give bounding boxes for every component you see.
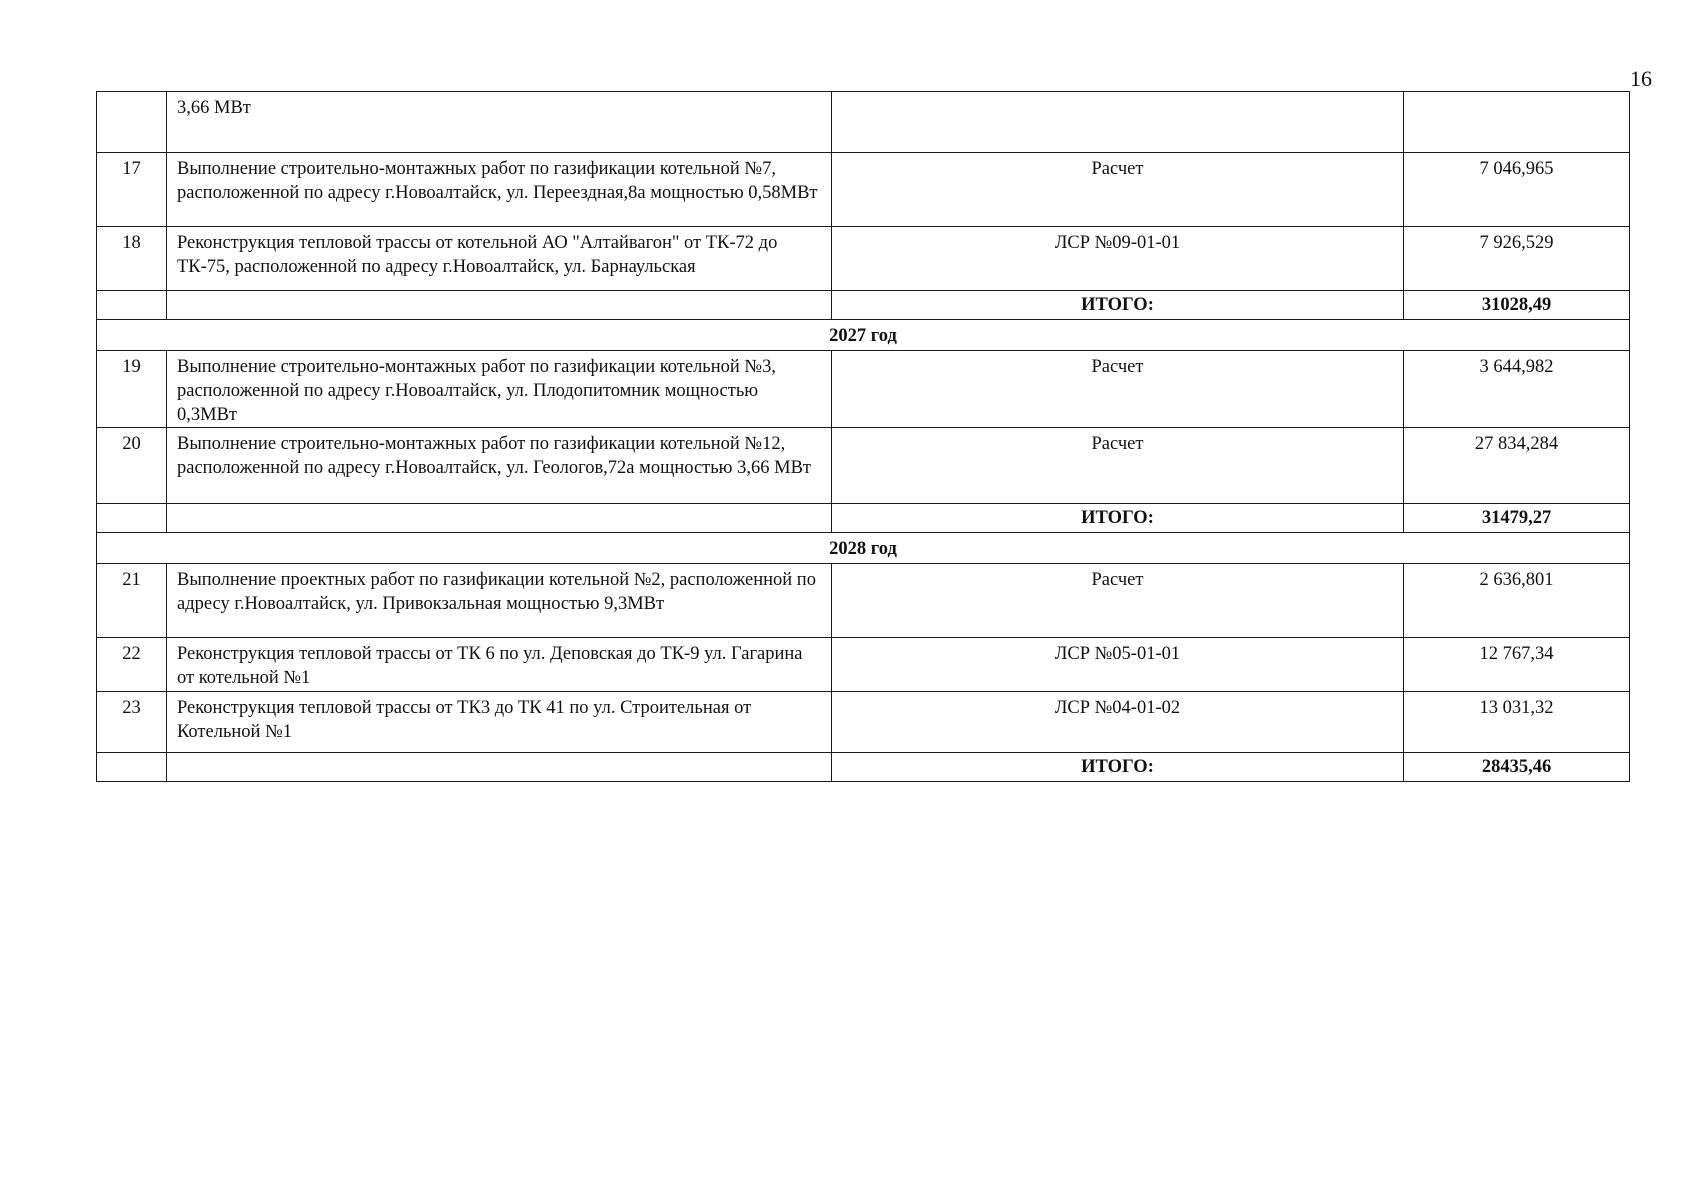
description-cell: Реконструкция тепловой трассы от ТК 6 по ул. Деповская до ТК-9 ул. Гагарина от котельной №1 bbox=[167, 638, 832, 692]
empty-cell bbox=[97, 291, 167, 320]
cost-cell: 7 046,965 bbox=[1404, 153, 1630, 227]
total-label: ИТОГО: bbox=[832, 753, 1404, 782]
cost-cell: 7 926,529 bbox=[1404, 227, 1630, 291]
description-cell: Выполнение строительно-монтажных работ по газификации котельной №3, расположенной по адресу г.Новоалтайск, ул. Плодопитомник мощностью 0,3МВт bbox=[167, 351, 832, 428]
row-number-cell: 22 bbox=[97, 638, 167, 692]
total-label: ИТОГО: bbox=[832, 504, 1404, 533]
year-header: 2027 год bbox=[97, 320, 1630, 351]
table-row bbox=[97, 227, 1630, 291]
row-number-cell: 17 bbox=[97, 153, 167, 227]
description-cell: Реконструкция тепловой трассы от котельной АО "Алтайвагон" от ТК-72 до ТК-75, расположенной по адресу г.Новоалтайск, ул. Барнаульская bbox=[167, 227, 832, 291]
table-row bbox=[97, 638, 1630, 692]
total-value: 28435,46 bbox=[1404, 753, 1630, 782]
description-cell: 3,66 МВт bbox=[167, 92, 832, 153]
row-number-cell: 23 bbox=[97, 692, 167, 753]
empty-cell bbox=[167, 753, 832, 782]
year-header-row bbox=[97, 320, 1630, 351]
page-number: 16 bbox=[1630, 66, 1652, 91]
table-row bbox=[97, 351, 1630, 428]
table-row bbox=[97, 92, 1630, 153]
row-number-cell: 19 bbox=[97, 351, 167, 428]
description-cell: Выполнение строительно-монтажных работ по газификации котельной №7, расположенной по адресу г.Новоалтайск, ул. Переездная,8а мощностью 0,58МВт bbox=[167, 153, 832, 227]
basis-cell: Расчет bbox=[832, 351, 1404, 428]
empty-cell bbox=[97, 504, 167, 533]
table-row bbox=[97, 564, 1630, 638]
basis-cell: Расчет bbox=[832, 153, 1404, 227]
basis-cell bbox=[832, 92, 1404, 153]
basis-cell: Расчет bbox=[832, 564, 1404, 638]
basis-cell: ЛСР №04-01-02 bbox=[832, 692, 1404, 753]
row-number-cell: 20 bbox=[97, 428, 167, 504]
cost-cell bbox=[1404, 92, 1630, 153]
description-cell: Выполнение строительно-монтажных работ по газификации котельной №12, расположенной по адресу г.Новоалтайск, ул. Геологов,72а мощностью 3,66 МВт bbox=[167, 428, 832, 504]
cost-cell: 2 636,801 bbox=[1404, 564, 1630, 638]
basis-cell: ЛСР №05-01-01 bbox=[832, 638, 1404, 692]
total-row bbox=[97, 291, 1630, 320]
year-header-row bbox=[97, 533, 1630, 564]
total-value: 31028,49 bbox=[1404, 291, 1630, 320]
table-row bbox=[97, 692, 1630, 753]
description-cell: Реконструкция тепловой трассы от ТК3 до ТК 41 по ул. Строительная от Котельной №1 bbox=[167, 692, 832, 753]
table-row bbox=[97, 153, 1630, 227]
cost-cell: 27 834,284 bbox=[1404, 428, 1630, 504]
empty-cell bbox=[167, 291, 832, 320]
description-cell: Выполнение проектных работ по газификации котельной №2, расположенной по адресу г.Новоалтайск, ул. Привокзальная мощностью 9,3МВт bbox=[167, 564, 832, 638]
total-row bbox=[97, 504, 1630, 533]
cost-cell: 3 644,982 bbox=[1404, 351, 1630, 428]
row-number-cell: 21 bbox=[97, 564, 167, 638]
table-row bbox=[97, 428, 1630, 504]
works-table bbox=[96, 91, 1630, 782]
row-number-cell: 18 bbox=[97, 227, 167, 291]
total-label: ИТОГО: bbox=[832, 291, 1404, 320]
basis-cell: ЛСР №09-01-01 bbox=[832, 227, 1404, 291]
cost-cell: 12 767,34 bbox=[1404, 638, 1630, 692]
row-number-cell bbox=[97, 92, 167, 153]
empty-cell bbox=[167, 504, 832, 533]
basis-cell: Расчет bbox=[832, 428, 1404, 504]
cost-cell: 13 031,32 bbox=[1404, 692, 1630, 753]
total-value: 31479,27 bbox=[1404, 504, 1630, 533]
year-header: 2028 год bbox=[97, 533, 1630, 564]
empty-cell bbox=[97, 753, 167, 782]
total-row bbox=[97, 753, 1630, 782]
